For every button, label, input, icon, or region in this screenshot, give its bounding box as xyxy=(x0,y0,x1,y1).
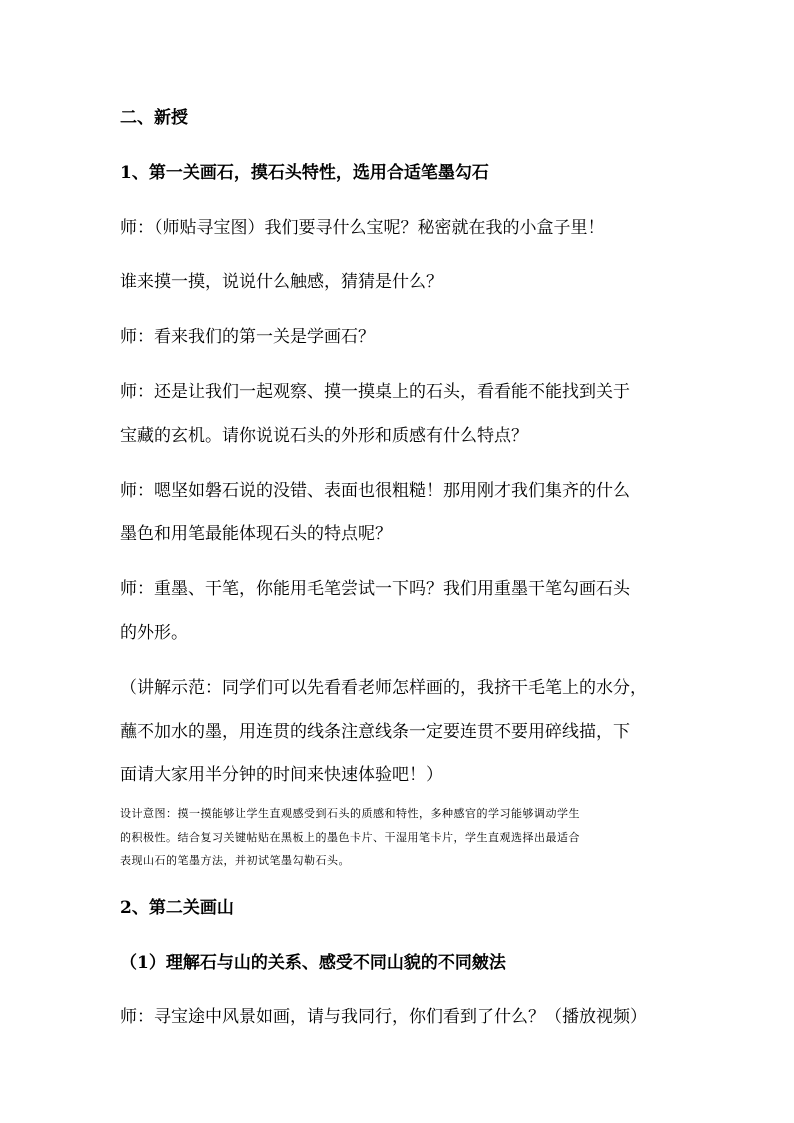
paragraph-line: 谁来摸一摸，说说什么触感，猜猜是什么？ xyxy=(120,272,443,292)
paragraph-line: 面请大家用半分钟的时间来快速体验吧！） xyxy=(120,765,443,785)
section-heading: 二、新授 xyxy=(120,108,188,128)
paragraph-line: 师：看来我们的第一关是学画石？ xyxy=(120,327,375,347)
section1-title: 1、第一关画石，摸石头特性，选用合适笔墨勾石 xyxy=(120,163,489,183)
section2-title: 2、第二关画山 xyxy=(120,898,234,918)
paragraph-line: 师：重墨、干笔，你能用毛笔尝试一下吗？我们用重墨干笔勾画石头 xyxy=(120,579,630,599)
design-note-line: 表现山石的笔墨方法，并初试笔墨勾勒石头。 xyxy=(120,854,350,867)
paragraph-line: 蘸不加水的墨，用连贯的线条注意线条一定要连贯不要用碎线描，下 xyxy=(120,722,630,742)
paragraph-line: 师：（师贴寻宝图）我们要寻什么宝呢？秘密就在我的小盒子里！ xyxy=(120,218,605,238)
paragraph-line: 宝藏的玄机。请你说说石头的外形和质感有什么特点？ xyxy=(120,426,528,446)
design-note-line: 的积极性。结合复习关键帖贴在黑板上的墨色卡片、干湿用笔卡片，学生直观选择出最适合 xyxy=(120,831,580,844)
section2-subtitle: （1）理解石与山的关系、感受不同山貌的不同皴法 xyxy=(120,953,506,973)
paragraph-line: 墨色和用笔最能体现石头的特点呢？ xyxy=(120,524,392,544)
paragraph-line: （讲解示范：同学们可以先看看老师怎样画的，我挤干毛笔上的水分， xyxy=(120,678,647,698)
design-note-line: 设计意图：摸一摸能够让学生直观感受到石头的质感和特性，多种感官的学习能够调动学生 xyxy=(120,807,580,820)
paragraph-line: 师：寻宝途中风景如画，请与我同行，你们看到了什么？（播放视频） xyxy=(120,1007,647,1027)
paragraph-line: 师：还是让我们一起观察、摸一摸桌上的石头，看看能不能找到关于 xyxy=(120,382,630,402)
paragraph-line: 的外形。 xyxy=(120,623,188,643)
paragraph-line: 师：嗯坚如磐石说的没错、表面也很粗糙！那用刚才我们集齐的什么 xyxy=(120,481,630,501)
